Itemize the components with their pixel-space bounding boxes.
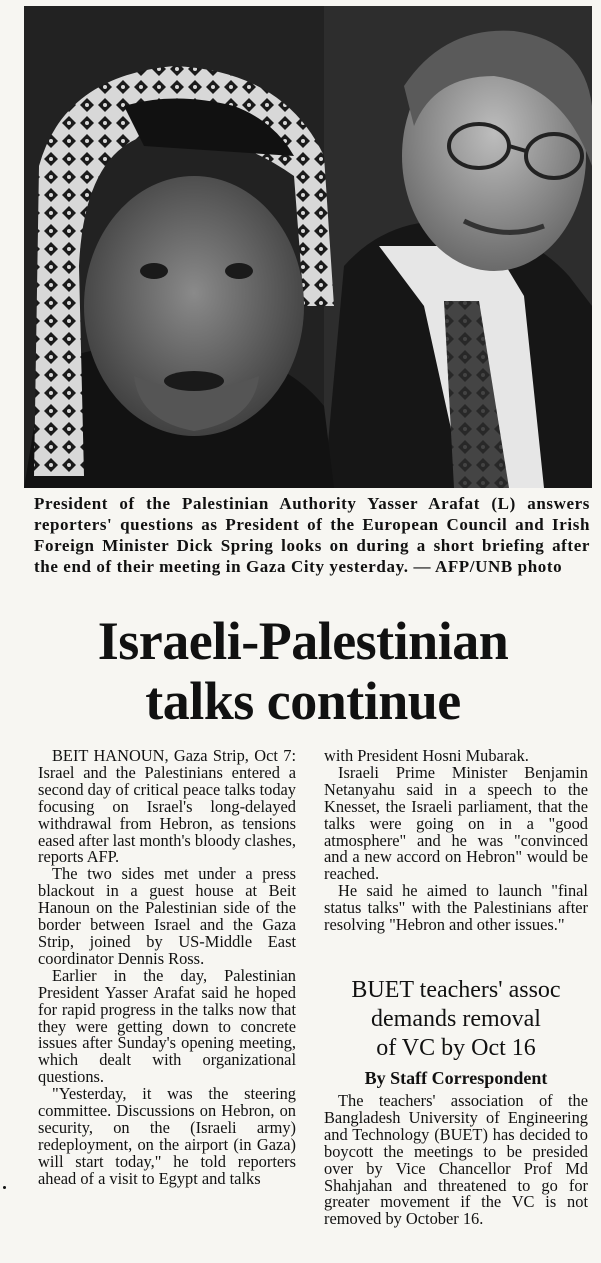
- headline-line-1: Israeli-Palestinian: [97, 611, 509, 671]
- photo-caption: [34, 493, 590, 577]
- article-paragraph: Israeli Prime Minister Benjamin Netanyahu said in a speech to the Knesset, the Israeli parliament, that the talks were going on in a "good atmosphere" and he was "convinced and a new accord on Hebron" would be reached.: [324, 762, 588, 884]
- news-photo: [24, 6, 592, 488]
- article-paragraph: Earlier in the day, Palestinian President Yasser Arafat said he hoped for rapid progress in the talks now that they were getting down to concrete issues after Sunday's opening meeting, which dealt with organizational questions.: [38, 965, 296, 1087]
- margin-dot: [3, 1186, 6, 1189]
- article-paragraph: The two sides met under a press blackout in a guest house at Beit Hanoun on the Palestinian side of the border between Israel and the Gaza Strip, joined by US-Middle East coordinator Dennis Ross.: [38, 864, 296, 968]
- headline-line-2: talks continue: [145, 671, 461, 731]
- photo-credit: — AFP/UNB photo: [413, 557, 563, 576]
- main-headline: [10, 611, 596, 731]
- article-column-right: [324, 748, 588, 934]
- photo-illustration: [24, 6, 592, 488]
- article-paragraph: The teachers' association of the Bangladesh University of Engineering and Technology (BUET) has decided to boycott the meetings to be presided over by Vice Chancellor Prof Md Shahjahan and threatened to go for greater movement if the VC is not removed by October 16.: [324, 1091, 588, 1229]
- secondary-headline-line: demands removal: [371, 1006, 541, 1032]
- article-column-left: [38, 748, 296, 1188]
- article-paragraph: "Yesterday, it was the steering committee. Discussions on Hebron, on security, on the (Israeli army) redeployment, on the airport (in Gaza) will start today," he told reporters ahead of a visit to Egypt and talks: [38, 1084, 296, 1188]
- article-paragraph: BEIT HANOUN, Gaza Strip, Oct 7: Israel and the Palestinians entered a second day of critical peace talks today focusing on Israel's long-delayed withdrawal from Hebron, as tensions eased after last month's bloody clashes, reports AFP.: [38, 746, 296, 867]
- article-paragraph: with President Hosni Mubarak.: [324, 746, 529, 765]
- secondary-headline-line: of VC by Oct 16: [376, 1035, 536, 1061]
- secondary-headline: [318, 976, 594, 1063]
- secondary-article-body: [324, 1093, 588, 1228]
- caption-text: President of the Palestinian Authority Yasser Arafat (L) answers reporters' questions as President of the European Council and Irish Foreign Minister Dick Spring looks on during a short briefing after the end of their meeting in Gaza City yesterday.: [34, 494, 590, 576]
- secondary-headline-line: BUET teachers' assoc: [351, 977, 561, 1003]
- article-paragraph: He said he aimed to launch "final status talks" with the Palestinians after resolving "Hebron and other issues.": [324, 881, 588, 935]
- byline: By Staff Correspondent: [364, 1068, 548, 1088]
